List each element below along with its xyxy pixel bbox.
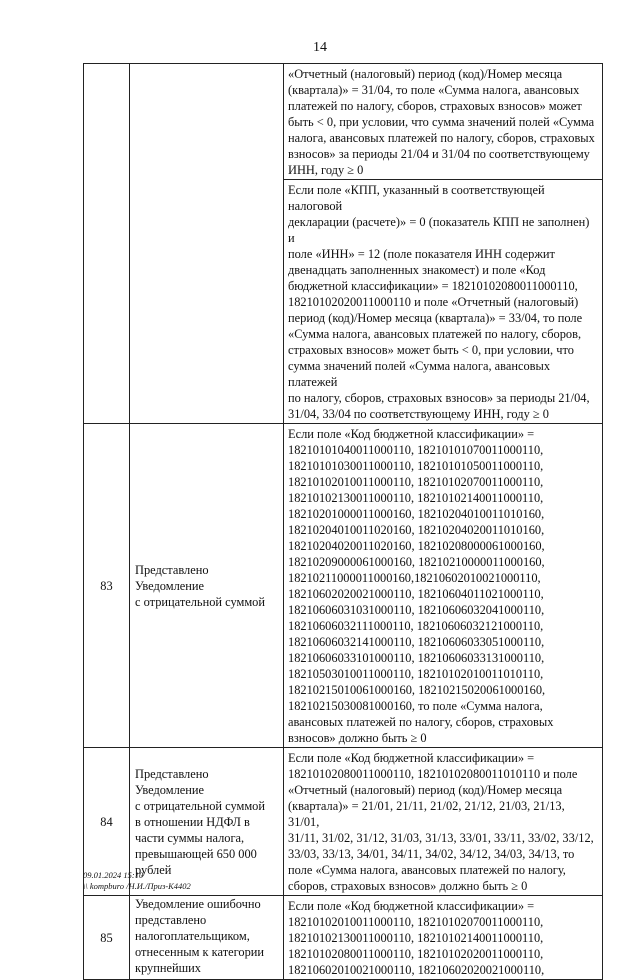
footer-file-path: \\ kompburo /Н.И./Приз-К4402 [83,881,191,891]
rule-condition-cell [284,180,603,424]
validation-rules-table [83,63,603,980]
table-row [84,64,603,180]
rule-number: 83 [84,424,130,748]
rule-condition-cell [284,64,603,180]
rule-condition: Если поле «КПП, указанный в соответствующей налоговой декларации (расчете)» = 0 (показатель КПП не заполнен) и поле «ИНН» = 12 (поле показателя ИНН содержит двенадцать заполненных знакомест) и поле «Код бюджетной классификации» = 18210102080011000110, 18210102020011000110 и поле «Отчетный (налоговый) период (код)/Номер месяца (квартала)» = 33/04, то поле «Сумма налога, авансовых платежей по налогу, сборов, страховых взносов» может быть < 0, при условии, что сумма значений полей «Сумма налога, авансовых платежей по налогу, сборов, страховых взносов» за периоды 21/04, 31/04, 33/04 по соответствующему ИНН, году ≥ 0 [288,183,590,421]
rule-number: 85 [84,896,130,980]
rule-number [84,64,130,424]
table-row [84,424,603,748]
rule-condition: Если поле «Код бюджетной классификации» = 18210102010011000110, 18210102070011000110, 18210102130011000110, 18210102140011000110, 18210102080011000110, 18210102020011000110, 18210602010021000110, 18210602020021000110, [288,899,545,977]
rule-condition-cell [284,424,603,748]
rule-condition: «Отчетный (налоговый) период (код)/Номер месяца (квартала)» = 31/04, то поле «Сумма налога, авансовых платежей по налогу, сборов, страховых взносов» может быть < 0, при условии, что сумма значений полей «Сумма налога, авансовых платежей по налогу, сборов, страховых взносов» за периоды 21/04 и 31/04 по соответствующему ИНН, году ≥ 0 [288,67,595,177]
table-row [84,896,603,980]
document-footer [83,870,191,892]
rule-condition-cell [284,748,603,896]
rule-number: 84 [84,748,130,896]
rule-name: Представлено Уведомление с отрицательной суммой [130,424,284,748]
rule-condition: Если поле «Код бюджетной классификации» = 18210102080011000110, 18210102080011010110 и поле «Отчетный (налоговый) период (код)/Номер месяца (квартала)» = 21/01, 21/11, 21/02, 21/12, 21/03, 21/13, 31/01, 31/11, 31/02, 31/12, 31/03, 31/13, 33/01, 33/11, 33/02, 33/12, 33/03, 33/13, 34/01, 34/11, 34/02, 34/12, 34/03, 34/13, то поле «Сумма налога, авансовых платежей по налогу, сборов, страховых взносов» должно быть ≥ 0 [288,751,594,893]
page-number: 14 [313,40,327,55]
rule-name: Представлено Уведомление с отрицательной суммой в отношении НДФЛ в части суммы налога, превышающей 650 000 рублей [130,748,284,896]
rule-condition: Если поле «Код бюджетной классификации» = 18210101040011000110, 18210101070011000110, 18210101030011000110, 18210101050011000110, 18210102010011000110, 18210102070011000110, 18210102130011000110, 18210102140011000110, 18210201000011000160, 18210204010011010160, 18210204010011020160, 18210204020011010160, 18210204020011020160, 18210208000061000160, 18210209000061000160, 18210210000011000160, 18210211000011000160,18210602010021000110, 18210602020021000110, 18210604011021000110, 18210606031031000110, 18210606032041000110, 18210606032111000110, 18210606032121000110, 18210606032141000110, 18210606033051000110, 18210606033101000110, 18210606033131000110, 18210503010011000110, 18210102010011010110, 18210215010061000160, 18210215020061000160, 18210215030081000160, то поле «Сумма налога, авансовых платежей по налогу, сборов, страховых взносов» должно быть ≥ 0 [288,427,554,745]
footer-timestamp: 09.01.2024 15:10 [83,870,144,880]
rule-condition-cell [284,896,603,980]
rule-name [130,64,284,424]
rule-name: Уведомление ошибочно представлено налогоплательщиком, отнесенным к категории крупнейших [130,896,284,980]
